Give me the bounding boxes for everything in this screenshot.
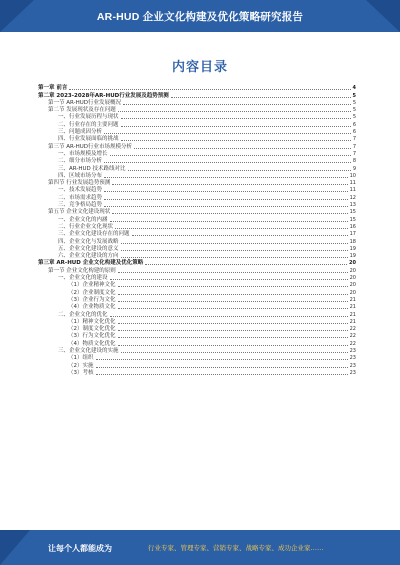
- toc-dot-leader: [118, 323, 348, 324]
- toc-entry[interactable]: [38, 361, 356, 368]
- toc-entry-page: 21: [349, 304, 356, 311]
- toc-dot-leader: [118, 272, 348, 273]
- toc-entry[interactable]: [38, 186, 356, 193]
- toc-entry[interactable]: [38, 318, 356, 325]
- toc-entry-label: 二、细分市场分析: [58, 158, 103, 165]
- toc-dot-leader: [104, 206, 348, 207]
- toc-entry-page: 21: [349, 318, 356, 325]
- toc-entry[interactable]: [38, 193, 356, 200]
- toc-entry-label: （1）精神文化优化: [68, 318, 116, 325]
- toc-entry-label: 第三节 AR-HUD行业市场规模分析: [48, 143, 132, 150]
- toc-entry[interactable]: [38, 339, 356, 346]
- toc-entry[interactable]: [38, 150, 356, 157]
- toc-dot-leader: [110, 279, 348, 280]
- toc-entry-label: 一、市场规模及增长: [58, 150, 108, 157]
- toc-dot-leader: [121, 118, 351, 119]
- toc-entry-page: 5: [352, 99, 356, 106]
- toc-entry-label: （2）制度文化优化: [68, 326, 116, 333]
- toc-entry-page: 21: [349, 296, 356, 303]
- toc-dot-leader: [112, 213, 347, 214]
- toc-entry-page: 22: [349, 340, 356, 347]
- toc-dot-leader: [104, 199, 348, 200]
- toc-entry-page: 11: [349, 180, 356, 187]
- toc-entry[interactable]: [38, 310, 356, 317]
- toc-dot-leader: [96, 367, 348, 368]
- toc-entry-label: 三、企业文化建设存在的问题: [58, 231, 130, 238]
- toc-dot-leader: [145, 264, 347, 265]
- toc-entry-page: 19: [349, 253, 356, 260]
- toc-dot-leader: [104, 162, 351, 163]
- toc-entry-page: 5: [352, 107, 356, 114]
- toc-dot-leader: [134, 148, 351, 149]
- toc-entry-label: 第一节 企业文化构建的原则: [48, 267, 116, 274]
- toc-dot-leader: [123, 104, 351, 105]
- toc-entry-page: 7: [352, 136, 356, 143]
- report-title: AR-HUD 企业文化构建及优化策略研究报告: [96, 11, 304, 23]
- toc-title: 内容目录: [171, 60, 228, 75]
- toc-entry-label: 四、区域市场分布: [58, 172, 103, 179]
- toc-entry-page: 5: [352, 92, 356, 99]
- toc-entry-label: （4）物质文化优化: [68, 340, 116, 347]
- footer-experts: 行业专家、管理专家、营销专家、战略专家、成功企业家……: [148, 544, 324, 552]
- toc-entry[interactable]: [38, 347, 356, 354]
- toc-entry[interactable]: [38, 303, 356, 310]
- toc-entry-label: 一、行业发展历程与现状: [58, 114, 119, 121]
- toc-entry-page: 23: [349, 362, 356, 369]
- toc-entry-label: 第二章 2023-2028年AR-HUD行业发展及趋势预测: [38, 92, 169, 99]
- toc-entry-page: 5: [352, 114, 356, 121]
- toc-entry-label: 三、问题成因分析: [58, 129, 103, 136]
- toc-dot-leader: [115, 228, 348, 229]
- toc-entry[interactable]: [38, 84, 356, 91]
- toc-entry[interactable]: [38, 135, 356, 142]
- toc-dot-leader: [171, 97, 351, 98]
- toc-entry[interactable]: [38, 172, 356, 179]
- toc-dot-leader: [110, 221, 348, 222]
- toc-entry-label: 第一节 AR-HUD行业发展概况: [48, 99, 121, 106]
- toc-entry[interactable]: [38, 120, 356, 127]
- toc-entry-page: 22: [349, 333, 356, 340]
- toc-entry-page: 11: [349, 187, 356, 194]
- toc-entry-label: （1）组织: [68, 355, 94, 362]
- toc-entry[interactable]: [38, 164, 356, 171]
- toc-entry-label: 三、企业文化建设的实施: [58, 347, 119, 354]
- toc-dot-leader: [121, 243, 348, 244]
- toc-entry[interactable]: [38, 179, 356, 186]
- toc-dot-leader: [118, 345, 348, 346]
- toc-entry-page: 20: [349, 260, 356, 267]
- toc-entry[interactable]: [38, 223, 356, 230]
- toc-dot-leader: [112, 184, 347, 185]
- toc-entry-label: 第四节 行业发展趋势预测: [48, 180, 111, 187]
- toc-entry[interactable]: [38, 369, 356, 376]
- toc-entry[interactable]: [38, 208, 356, 215]
- toc-dot-leader: [121, 126, 351, 127]
- toc-entry-label: 第五节 企业文化建设现状: [48, 209, 111, 216]
- toc-entry[interactable]: [38, 106, 356, 113]
- toc-dot-leader: [96, 359, 348, 360]
- toc-dot-leader: [104, 133, 351, 134]
- toc-entry-page: 23: [349, 355, 356, 362]
- toc-entry[interactable]: [38, 259, 356, 266]
- toc-entry-label: （3）行为文化优化: [68, 333, 116, 340]
- toc-entry-page: 15: [349, 209, 356, 216]
- toc-dot-leader: [118, 111, 351, 112]
- toc-entry-page: 22: [349, 326, 356, 333]
- toc-entry-label: 第一章 前言: [38, 85, 68, 92]
- toc-entry[interactable]: [38, 142, 356, 149]
- toc-entry[interactable]: [38, 354, 356, 361]
- toc-entry[interactable]: [38, 332, 356, 339]
- toc-entry-page: 15: [349, 216, 356, 223]
- toc-entry-label: 三、AR-HUD 技术路线对比: [58, 165, 126, 172]
- toc-entry-label: （2）实施: [68, 362, 94, 369]
- toc-entry[interactable]: [38, 288, 356, 295]
- toc-entry-page: 12: [349, 194, 356, 201]
- toc-dot-leader: [110, 316, 348, 317]
- toc-entry-label: （3）企业行为文化: [68, 296, 116, 303]
- footer-decoration: [0, 530, 30, 565]
- toc-entry[interactable]: [38, 128, 356, 135]
- toc-entry[interactable]: [38, 157, 356, 164]
- toc-entry-label: 二、行业存在的主要问题: [58, 121, 119, 128]
- toc-dot-leader: [128, 170, 351, 171]
- toc-entry-page: 23: [349, 347, 356, 354]
- toc-dot-leader: [69, 89, 350, 90]
- toc-entry-page: 20: [349, 282, 356, 289]
- toc-entry[interactable]: [38, 201, 356, 208]
- toc-entry-page: 21: [349, 311, 356, 318]
- toc-dot-leader: [132, 235, 348, 236]
- toc-entry[interactable]: [38, 237, 356, 244]
- toc-entry[interactable]: [38, 296, 356, 303]
- toc-entry[interactable]: [38, 245, 356, 252]
- toc-dot-leader: [118, 286, 348, 287]
- toc-entry-label: （3）考核: [68, 369, 94, 376]
- toc-entry-label: 六、企业文化建设的方向: [58, 253, 119, 260]
- toc-entry[interactable]: [38, 215, 356, 222]
- toc-entry-page: 9: [352, 165, 356, 172]
- toc-entry[interactable]: [38, 91, 356, 98]
- toc-entry-label: （2）企业制度文化: [68, 289, 116, 296]
- toc-entry-page: 7: [352, 143, 356, 150]
- toc-entry-page: 18: [349, 238, 356, 245]
- toc-entry-page: 17: [349, 231, 356, 238]
- toc-entry-label: 四、行业发展面临的挑战: [58, 136, 119, 143]
- toc-entry-label: 一、企业文化的建设: [58, 275, 108, 282]
- table-of-contents: [38, 84, 356, 376]
- toc-dot-leader: [118, 337, 348, 338]
- toc-entry-label: 五、企业文化建设的意义: [58, 245, 119, 252]
- toc-entry-page: 20: [349, 267, 356, 274]
- toc-entry[interactable]: [38, 274, 356, 281]
- toc-entry-label: 二、企业文化的优化: [58, 311, 108, 318]
- toc-entry-label: 一、技术发展趋势: [58, 187, 103, 194]
- toc-dot-leader: [110, 155, 351, 156]
- toc-dot-leader: [118, 308, 348, 309]
- toc-entry[interactable]: [38, 325, 356, 332]
- toc-entry[interactable]: [38, 113, 356, 120]
- toc-entry-label: （4）企业物质文化: [68, 304, 116, 311]
- toc-dot-leader: [121, 140, 351, 141]
- toc-entry-page: 13: [349, 202, 356, 209]
- toc-entry-page: 4: [352, 85, 356, 92]
- toc-dot-leader: [104, 177, 348, 178]
- toc-entry-page: 20: [349, 275, 356, 282]
- toc-entry-page: 23: [349, 369, 356, 376]
- toc-entry-label: 第二节 发展现状及存在问题: [48, 107, 116, 114]
- toc-entry-page: 6: [352, 129, 356, 136]
- footer-slogan: 让每个人都能成为: [48, 544, 112, 553]
- toc-entry[interactable]: [38, 99, 356, 106]
- toc-dot-leader: [121, 250, 348, 251]
- toc-dot-leader: [118, 301, 348, 302]
- toc-dot-leader: [118, 330, 348, 331]
- toc-entry-label: 第三章 AR-HUD 企业文化构建及优化策略: [38, 260, 144, 267]
- toc-entry-page: 7: [352, 150, 356, 157]
- toc-entry[interactable]: [38, 281, 356, 288]
- toc-entry-label: 一、企业文化的内涵: [58, 216, 108, 223]
- toc-dot-leader: [96, 374, 348, 375]
- toc-entry-label: （1）企业精神文化: [68, 282, 116, 289]
- toc-entry-page: 6: [352, 121, 356, 128]
- toc-entry-page: 16: [349, 223, 356, 230]
- toc-dot-leader: [104, 191, 348, 192]
- toc-entry-page: 20: [349, 289, 356, 296]
- toc-entry-label: 三、竞争格局趋势: [58, 202, 103, 209]
- toc-dot-leader: [121, 257, 348, 258]
- toc-entry-label: 二、市场需求趋势: [58, 194, 103, 201]
- toc-entry[interactable]: [38, 266, 356, 273]
- toc-entry[interactable]: [38, 252, 356, 259]
- toc-entry-page: 10: [349, 172, 356, 179]
- toc-entry-label: 二、行业企业文化现状: [58, 223, 114, 230]
- toc-entry-label: 四、企业文化与发展战略: [58, 238, 119, 245]
- toc-dot-leader: [121, 352, 348, 353]
- toc-entry-page: 8: [352, 158, 356, 165]
- toc-entry-page: 19: [349, 245, 356, 252]
- toc-entry[interactable]: [38, 230, 356, 237]
- toc-dot-leader: [118, 294, 348, 295]
